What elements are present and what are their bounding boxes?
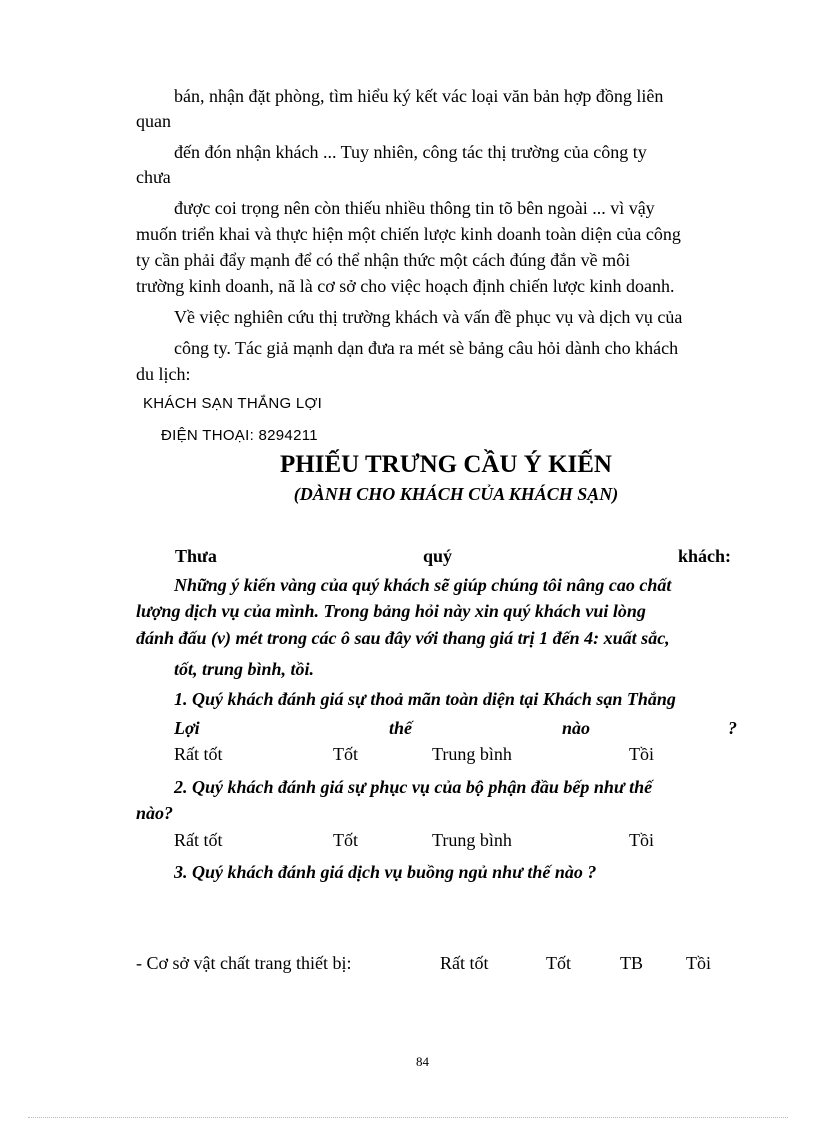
page-footer-rule [28, 1117, 788, 1118]
greeting-word: khách: [678, 546, 732, 566]
question-2: nào? [136, 803, 174, 823]
paragraph-line: bán, nhận đặt phòng, tìm hiểu ký kết vác loại văn bản hợp đồng liên [174, 86, 664, 106]
facility-poor-label: Tồi [686, 953, 711, 973]
facility-average-label: TB [620, 953, 644, 973]
question-2: 2. Quý khách đánh giá sự phục vụ của bộ phận đầu bếp như thế [174, 777, 653, 797]
question-3: 3. Quý khách đánh giá dịch vụ buồng ngủ như thế nào ? [174, 862, 597, 882]
paragraph-line: Về việc nghiên cứu thị trường khách và vấn đề phục vụ và dịch vụ của [174, 307, 683, 327]
option-excellent-label: Rất tốt [174, 830, 223, 850]
intro-line: tốt, trung bình, tồi. [174, 659, 315, 679]
hotel-phone: ĐIỆN THOẠI: 8294211 [161, 427, 318, 444]
option-excellent-label: Rất tốt [174, 744, 223, 764]
question-1-word: thế [389, 718, 413, 738]
intro-line: lượng dịch vụ của mình. Trong bảng hỏi này xin quý khách vui lòng [136, 601, 646, 621]
paragraph-line: công ty. Tác giả mạnh dạn đưa ra mét sè bảng câu hỏi dành cho khách [174, 338, 679, 358]
form-subtitle: (DÀNH CHO KHÁCH CỦA KHÁCH SẠN) [293, 484, 619, 504]
facility-excellent-label: Rất tốt [440, 953, 489, 973]
paragraph-line: chưa [136, 167, 171, 187]
greeting-word: Thưa [175, 546, 217, 566]
paragraph-line: du lịch: [136, 364, 191, 384]
intro-line: Những ý kiến vàng của quý khách sẽ giúp chúng tôi nâng cao chất [174, 575, 672, 595]
option-average-label: Trung bình [432, 744, 512, 764]
paragraph-line: quan [136, 111, 171, 131]
page-number: 84 [416, 1054, 429, 1069]
paragraph-line: muốn triển khai và thực hiện một chiến lược kinh doanh toàn diện của công [136, 224, 681, 244]
paragraph-line: trường kinh doanh, nã là cơ sở cho việc hoạch định chiến lược kinh doanh. [136, 276, 675, 296]
paragraph-line: ty cần phải đẩy mạnh để có thể nhận thức một cách đúng đắn về môi [136, 250, 631, 270]
question-1-word: ? [728, 718, 737, 738]
paragraph-line: đến đón nhận khách ... Tuy nhiên, công tác thị trường của công ty [174, 142, 647, 162]
facility-good-label: Tốt [546, 953, 571, 973]
intro-line: đánh đấu (v) mét trong các ô sau đây với thang giá trị 1 đến 4: xuất sắc, [136, 628, 670, 648]
hotel-name: KHÁCH SẠN THẮNG LỢI [143, 395, 323, 412]
option-good-label: Tốt [333, 830, 358, 850]
paragraph-line: được coi trọng nên còn thiếu nhiều thông tin tõ bên ngoài ... vì vậy [174, 198, 655, 218]
option-poor-label: Tồi [629, 744, 654, 764]
form-title: PHIẾU TRƯNG CẦU Ý KIẾN [280, 451, 612, 478]
greeting-word: quý [423, 546, 453, 566]
question-1-word: Lợi [174, 718, 200, 738]
option-poor-label: Tồi [629, 830, 654, 850]
option-average-label: Trung bình [432, 830, 512, 850]
question-1-word: nào [562, 718, 591, 738]
facility-label: - Cơ sở vật chất trang thiết bị: [136, 953, 352, 973]
option-good-label: Tốt [333, 744, 358, 764]
question-1: 1. Quý khách đánh giá sự thoả mãn toàn diện tại Khách sạn Thắng [174, 689, 676, 709]
